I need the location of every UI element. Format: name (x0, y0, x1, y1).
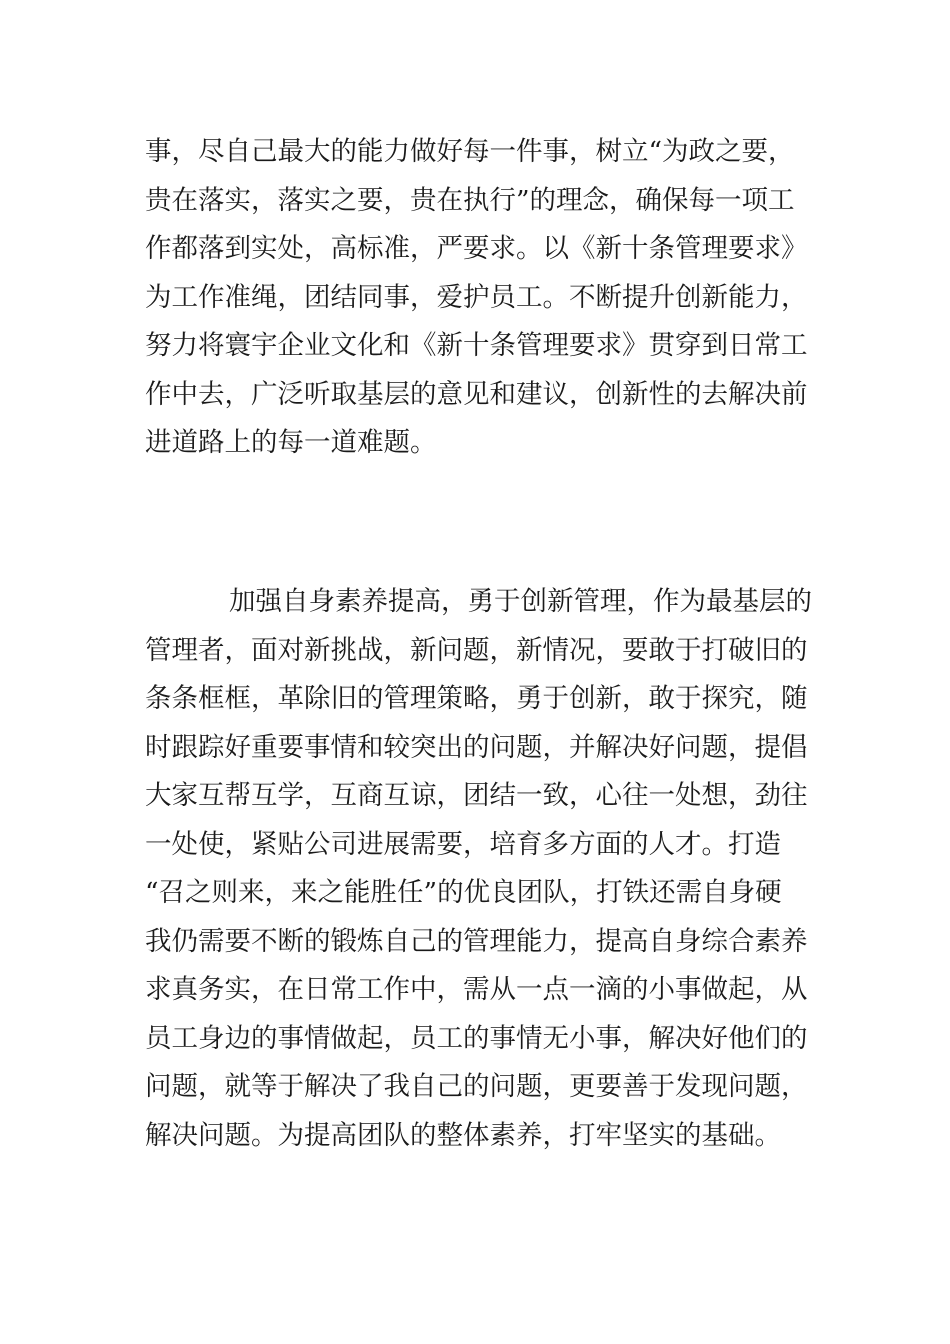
text-line: 一处使，紧贴公司进展需要，培育多方面的人才。打造 (145, 828, 781, 860)
text-line: 事，尽自己最大的能力做好每一件事，树立“为政之要， (145, 136, 795, 167)
text-line: 时跟踪好重要事情和较突出的问题，并解决好问题，提倡 (145, 731, 808, 763)
text-line: 条条框框，革除旧的管理策略，勇于创新，敢于探究，随 (145, 683, 808, 714)
text-line: “召之则来，来之能胜任”的优良团队，打铁还需自身硬 (145, 877, 782, 908)
text-line: 作中去，广泛听取基层的意见和建议，创新性的去解决前 (145, 378, 808, 410)
text-line: 作都落到实处，高标准，严要求。以《新十条管理要求》 (145, 233, 808, 264)
text-line: 努力将寰宇企业文化和《新十条管理要求》贯穿到日常工 (145, 330, 808, 361)
text-line: 我仍需要不断的锻炼自己的管理能力，提高自身综合素养 (145, 925, 808, 957)
paragraph-1 (145, 128, 810, 468)
text-line: 贵在落实，落实之要，贵在执行”的理念，确保每一项工 (145, 184, 795, 216)
text-line: 进道路上的每一道难题。 (145, 427, 437, 458)
paragraph-2 (145, 578, 810, 1160)
text-line: 求真务实，在日常工作中，需从一点一滴的小事做起，从 (145, 974, 808, 1005)
text-line: 管理者，面对新挑战，新问题，新情况，要敢于打破旧的 (145, 634, 808, 666)
text-line: 解决问题。为提高团队的整体素养，打牢坚实的基础。 (145, 1119, 781, 1151)
text-line: 问题，就等于解决了我自己的问题，更要善于发现问题， (145, 1071, 808, 1102)
text-line: 大家互帮互学，互商互谅，团结一致，心往一处想，劲往 (145, 780, 808, 811)
text-line-indented: 加强自身素养提高，勇于创新管理，作为最基层的 (229, 586, 812, 617)
text-line: 为工作准绳，团结同事，爱护员工。不断提升创新能力， (145, 281, 808, 313)
text-line: 员工身边的事情做起，员工的事情无小事，解决好他们的 (145, 1022, 808, 1054)
